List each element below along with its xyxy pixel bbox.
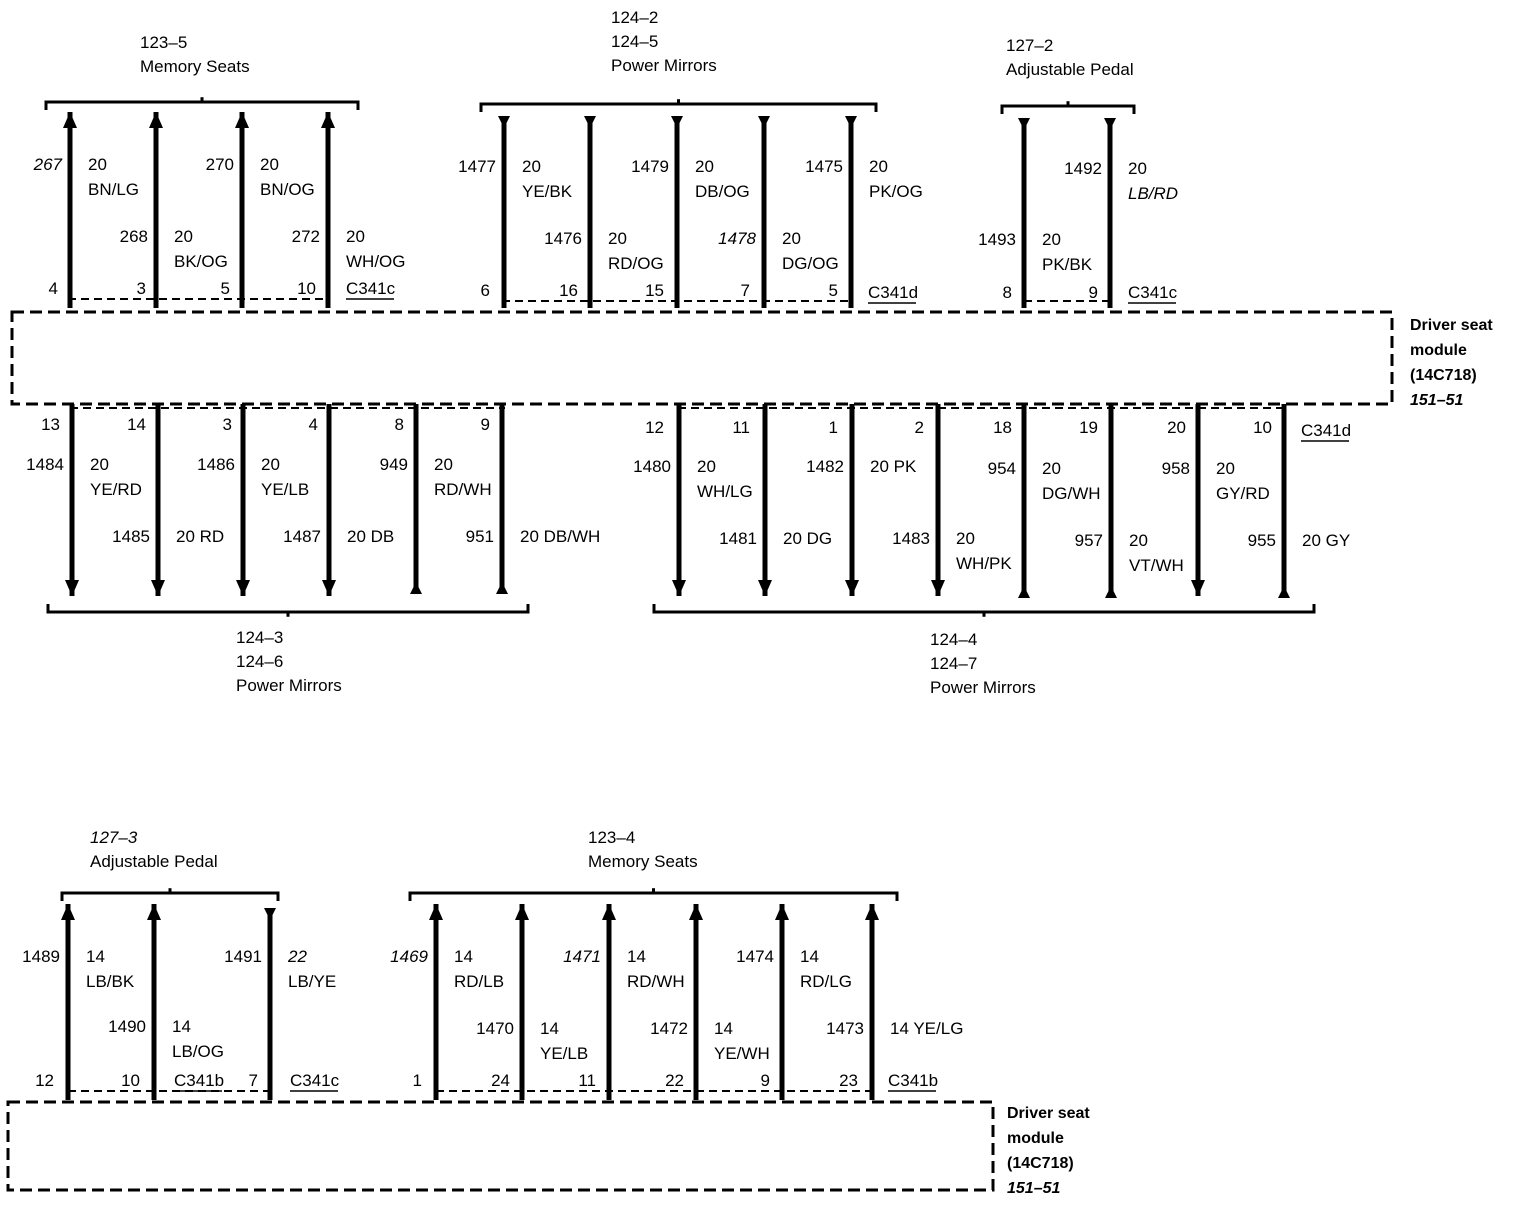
connector-c341c-lower: C341c: [290, 1071, 340, 1090]
wire-1470-color: YE/LB: [540, 1044, 589, 1063]
wire-1475-circuit: 1475: [805, 157, 843, 176]
group-bracket-memory-seats-top: [46, 102, 358, 110]
wire-1472-arrow-icon: [689, 904, 703, 920]
group-bracket-adjustable-pedal-lower: [62, 893, 278, 901]
wire-1471-pin: 11: [578, 1071, 596, 1090]
wire-951-stop-icon: [496, 582, 508, 594]
wire-1470-pin: 24: [491, 1071, 510, 1090]
wire-1493-stop-icon: [1018, 118, 1030, 130]
connector-c341b-lower-left: C341b: [174, 1071, 225, 1090]
wire-1489-pin: 12: [35, 1071, 54, 1090]
wire-1493-color: PK/BK: [1042, 255, 1093, 274]
wire-1492-color: LB/RD: [1128, 184, 1179, 203]
wire-1479-pin: 15: [645, 281, 664, 300]
group-label-power-mirrors-bottom-left-line-2: Power Mirrors: [236, 676, 342, 695]
wire-1492-pin: 9: [1088, 283, 1098, 302]
wire-1484-gauge: 20: [90, 455, 109, 474]
wire-1469-circuit: 1469: [390, 947, 428, 966]
wire-1492-stop-icon: [1104, 118, 1116, 130]
wire-1474-pin: 9: [760, 1071, 770, 1090]
wire-958-gauge: 20: [1216, 459, 1235, 478]
wire-1486-gauge: 20: [261, 455, 280, 474]
wire-1484-circuit: 1484: [26, 455, 64, 474]
connector-c341b-lower-right: C341b: [888, 1071, 939, 1090]
module-lower-label-line-3: 151–51: [1007, 1180, 1061, 1197]
wire-1476-color: RD/OG: [608, 254, 664, 273]
wire-1483-gauge: 20: [956, 529, 975, 548]
wire-1471-circuit: 1471: [563, 947, 601, 966]
wire-1473-gauge: 14: [890, 1019, 909, 1038]
wire-1480-pin: 12: [645, 418, 664, 437]
wire-1489-circuit: 1489: [22, 947, 60, 966]
wire-1478-pin: 7: [740, 281, 750, 300]
wire-1489-arrow-icon: [61, 904, 75, 920]
wire-1492-gauge: 20: [1128, 159, 1147, 178]
wire-955-stop-icon: [1278, 586, 1290, 598]
wire-1485-color: RD: [194, 527, 225, 546]
wire-1474-color: RD/LG: [800, 972, 852, 991]
wire-1489-gauge: 14: [86, 947, 105, 966]
wire-1477-circuit: 1477: [458, 157, 496, 176]
group-label-power-mirrors-top-line-0: 124–2: [611, 8, 659, 27]
wire-1493-pin: 8: [1002, 283, 1012, 302]
wire-1469-gauge: 14: [454, 947, 473, 966]
wire-1490-circuit: 1490: [108, 1017, 146, 1036]
wire-949-pin: 8: [394, 415, 404, 434]
wire-1471-arrow-icon: [602, 904, 616, 920]
wire-955-gauge-color: [1302, 531, 1350, 550]
wire-1482-arrow-icon: [845, 580, 859, 596]
wire-267-pin: 4: [48, 279, 58, 298]
group-label-memory-seats-top-line-0: 123–5: [140, 33, 188, 52]
wire-1491-pin: 7: [248, 1071, 258, 1090]
wire-1487-gauge-color: [347, 527, 394, 546]
wire-1472-circuit: 1472: [650, 1019, 688, 1038]
wire-1473-color: YE/LG: [908, 1019, 964, 1038]
wire-1476-circuit: 1476: [544, 229, 582, 248]
wire-954-stop-icon: [1018, 586, 1030, 598]
wire-1486-color: YE/LB: [261, 480, 310, 499]
wire-1487-color: DB: [365, 527, 395, 546]
wire-1479-color: DB/OG: [695, 182, 750, 201]
wire-1492-circuit: 1492: [1064, 159, 1102, 178]
wire-949-gauge: 20: [434, 455, 453, 474]
wire-267-color: BN/LG: [88, 180, 140, 199]
wire-1486-arrow-icon: [236, 580, 250, 596]
group-bracket-power-mirrors-bottom-right: [654, 604, 1314, 612]
wire-1487-circuit: 1487: [283, 527, 321, 546]
wire-958-pin: 20: [1167, 418, 1186, 437]
wire-267-arrow-icon: [63, 112, 77, 128]
group-label-power-mirrors-bottom-left-line-1: 124–6: [236, 652, 284, 671]
group-label-adjustable-pedal-top-line-0: 127–2: [1006, 36, 1054, 55]
wire-1487-pin: 4: [308, 415, 318, 434]
wire-267-gauge: 20: [88, 155, 107, 174]
wire-268-circuit: 268: [119, 227, 148, 246]
wire-1481-color: DG: [801, 529, 833, 548]
wire-1475-gauge: 20: [869, 157, 888, 176]
group-label-memory-seats-lower-line-1: Memory Seats: [588, 852, 698, 871]
wire-1472-gauge: 14: [714, 1019, 733, 1038]
wire-955-pin: 10: [1253, 418, 1272, 437]
wire-1485-gauge: 20: [176, 527, 195, 546]
wire-1469-arrow-icon: [429, 904, 443, 920]
module-lower-label-line-2: (14C718): [1007, 1155, 1074, 1172]
wire-1470-arrow-icon: [515, 904, 529, 920]
wire-1485-pin: 14: [127, 415, 146, 434]
wire-1483-color: WH/PK: [956, 554, 1012, 573]
wire-949-circuit: 949: [379, 455, 408, 474]
wire-1490-color: LB/OG: [172, 1042, 224, 1061]
wire-957-circuit: 957: [1074, 531, 1103, 550]
wire-1476-stop-icon: [584, 116, 596, 128]
wire-1493-gauge: 20: [1042, 230, 1061, 249]
group-label-power-mirrors-top-line-1: 124–5: [611, 32, 659, 51]
group-bracket-adjustable-pedal-top: [1002, 106, 1134, 114]
wire-1481-arrow-icon: [758, 580, 772, 596]
wire-1469-pin: 1: [412, 1071, 422, 1090]
wire-957-gauge: 20: [1129, 531, 1148, 550]
wire-1491-circuit: 1491: [224, 947, 262, 966]
wire-1480-circuit: 1480: [633, 457, 671, 476]
module-upper-label-line-2: (14C718): [1410, 367, 1477, 384]
group-label-memory-seats-lower-line-0: 123–4: [588, 828, 636, 847]
wire-957-color: VT/WH: [1129, 556, 1184, 575]
wire-958-color: GY/RD: [1216, 484, 1270, 503]
wire-954-circuit: 954: [987, 459, 1016, 478]
wire-1477-gauge: 20: [522, 157, 541, 176]
connector-c341d-top: C341d: [868, 283, 919, 302]
wire-1487-gauge: 20: [347, 527, 366, 546]
group-bracket-power-mirrors-top: [481, 104, 876, 112]
group-label-adjustable-pedal-lower-line-0: 127–3: [90, 828, 138, 847]
wire-270-pin: 5: [220, 279, 230, 298]
wire-1472-pin: 22: [665, 1071, 684, 1090]
wire-1479-circuit: 1479: [631, 157, 669, 176]
wire-272-circuit: 272: [291, 227, 320, 246]
group-label-power-mirrors-top-line-2: Power Mirrors: [611, 56, 717, 75]
group-bracket-power-mirrors-bottom-left: [48, 604, 528, 612]
wire-1493-circuit: 1493: [978, 230, 1016, 249]
wire-1491-gauge: 22: [288, 947, 307, 966]
wire-268-gauge: 20: [174, 227, 193, 246]
wire-1474-circuit: 1474: [736, 947, 774, 966]
wire-268-pin: 3: [136, 279, 146, 298]
module-box-upper: [12, 312, 1392, 404]
wire-1476-pin: 16: [559, 281, 578, 300]
wire-955-circuit: 955: [1247, 531, 1276, 550]
wire-1480-arrow-icon: [672, 580, 686, 596]
wire-267-circuit: 267: [33, 155, 62, 174]
wire-1486-circuit: 1486: [197, 455, 235, 474]
wire-1473-pin: 23: [839, 1071, 858, 1090]
wire-1483-circuit: 1483: [892, 529, 930, 548]
group-label-memory-seats-top-line-1: Memory Seats: [140, 57, 250, 76]
wire-270-color: BN/OG: [260, 180, 315, 199]
wire-957-stop-icon: [1105, 586, 1117, 598]
wire-949-color: RD/WH: [434, 480, 492, 499]
module-lower-label-line-1: module: [1007, 1130, 1064, 1147]
wire-954-color: DG/WH: [1042, 484, 1101, 503]
wire-955-gauge: 20: [1302, 531, 1321, 550]
wire-270-gauge: 20: [260, 155, 279, 174]
wire-1476-gauge: 20: [608, 229, 627, 248]
wire-270-arrow-icon: [235, 112, 249, 128]
wire-951-gauge: 20: [520, 527, 539, 546]
wire-1491-color: LB/YE: [288, 972, 337, 991]
group-label-power-mirrors-bottom-left-line-0: 124–3: [236, 628, 284, 647]
wire-958-arrow-icon: [1191, 580, 1205, 596]
wire-1474-gauge: 14: [800, 947, 819, 966]
wire-268-color: BK/OG: [174, 252, 228, 271]
wire-949-stop-icon: [410, 582, 422, 594]
wire-1482-circuit: 1482: [806, 457, 844, 476]
wire-1470-gauge: 14: [540, 1019, 559, 1038]
wire-1487-arrow-icon: [322, 580, 336, 596]
wire-272-gauge: 20: [346, 227, 365, 246]
wire-1482-pin: 1: [828, 418, 838, 437]
wire-951-color: DB/WH: [538, 527, 601, 546]
module-upper-label-line-0: Driver seat: [1410, 317, 1493, 334]
wire-1483-arrow-icon: [931, 580, 945, 596]
wire-1484-arrow-icon: [65, 580, 79, 596]
wire-951-circuit: 951: [465, 527, 494, 546]
wire-1486-pin: 3: [222, 415, 232, 434]
wire-954-gauge: 20: [1042, 459, 1061, 478]
wire-958-circuit: 958: [1161, 459, 1190, 478]
wire-272-color: WH/OG: [346, 252, 406, 271]
wire-1477-stop-icon: [498, 116, 510, 128]
wire-1478-gauge: 20: [782, 229, 801, 248]
wire-1474-arrow-icon: [775, 904, 789, 920]
wire-1479-stop-icon: [671, 116, 683, 128]
wire-1490-arrow-icon: [147, 904, 161, 920]
group-label-power-mirrors-bottom-right-line-2: Power Mirrors: [930, 678, 1036, 697]
wire-1471-gauge: 14: [627, 947, 646, 966]
wire-272-arrow-icon: [321, 112, 335, 128]
wire-951-gauge-color: [520, 527, 600, 546]
connector-c341c-top-left: C341c: [346, 279, 396, 298]
wire-1469-color: RD/LB: [454, 972, 505, 991]
wire-1490-gauge: 14: [172, 1017, 191, 1036]
wire-1485-arrow-icon: [151, 580, 165, 596]
wire-1481-gauge: 20: [783, 529, 802, 548]
wire-1482-gauge-color: [870, 457, 917, 476]
group-bracket-memory-seats-lower: [410, 893, 897, 901]
wire-1485-gauge-color: [176, 527, 224, 546]
wire-955-color: GY: [1320, 531, 1351, 550]
wire-1471-color: RD/WH: [627, 972, 685, 991]
wire-1477-color: YE/BK: [522, 182, 573, 201]
wire-1483-pin: 2: [914, 418, 924, 437]
group-label-power-mirrors-bottom-right-line-0: 124–4: [930, 630, 978, 649]
wire-954-pin: 18: [993, 418, 1012, 437]
wire-1481-circuit: 1481: [719, 529, 757, 548]
wire-1475-color: PK/OG: [869, 182, 923, 201]
wire-1481-pin: 11: [732, 418, 750, 437]
wire-1473-circuit: 1473: [826, 1019, 864, 1038]
wire-1478-color: DG/OG: [782, 254, 839, 273]
wire-1472-color: YE/WH: [714, 1044, 770, 1063]
wire-1484-color: YE/RD: [90, 480, 142, 499]
connector-c341c-top-right: C341c: [1128, 283, 1178, 302]
wire-1489-color: LB/BK: [86, 972, 135, 991]
wire-957-pin: 19: [1079, 418, 1098, 437]
wire-1480-gauge: 20: [697, 457, 716, 476]
module-box-lower: [8, 1102, 993, 1190]
wire-951-pin: 9: [480, 415, 490, 434]
wire-1473-arrow-icon: [865, 904, 879, 920]
wire-1484-pin: 13: [41, 415, 60, 434]
wire-1485-circuit: 1485: [112, 527, 150, 546]
group-label-adjustable-pedal-lower-line-1: Adjustable Pedal: [90, 852, 218, 871]
wire-1482-color: PK: [888, 457, 917, 476]
wire-272-pin: 10: [297, 279, 316, 298]
wire-1480-color: WH/LG: [697, 482, 753, 501]
wire-1491-stop-icon: [264, 908, 276, 920]
wire-1490-pin: 10: [121, 1071, 140, 1090]
wire-1482-gauge: 20: [870, 457, 889, 476]
wire-1470-circuit: 1470: [476, 1019, 514, 1038]
wire-1477-pin: 6: [480, 281, 490, 300]
wire-1475-stop-icon: [845, 116, 857, 128]
wire-268-arrow-icon: [149, 112, 163, 128]
wire-1478-stop-icon: [758, 116, 770, 128]
group-label-adjustable-pedal-top-line-1: Adjustable Pedal: [1006, 60, 1134, 79]
group-label-power-mirrors-bottom-right-line-1: 124–7: [930, 654, 978, 673]
wire-1475-pin: 5: [828, 281, 838, 300]
module-upper-label-line-3: 151–51: [1410, 392, 1464, 409]
wire-1479-gauge: 20: [695, 157, 714, 176]
connector-c341d-bottom: C341d: [1301, 421, 1352, 440]
module-upper-label-line-1: module: [1410, 342, 1467, 359]
module-lower-label-line-0: Driver seat: [1007, 1105, 1090, 1122]
wire-1481-gauge-color: [783, 529, 832, 548]
wire-270-circuit: 270: [205, 155, 234, 174]
wire-1478-circuit: 1478: [718, 229, 756, 248]
wire-1473-gauge-color: [890, 1019, 963, 1038]
